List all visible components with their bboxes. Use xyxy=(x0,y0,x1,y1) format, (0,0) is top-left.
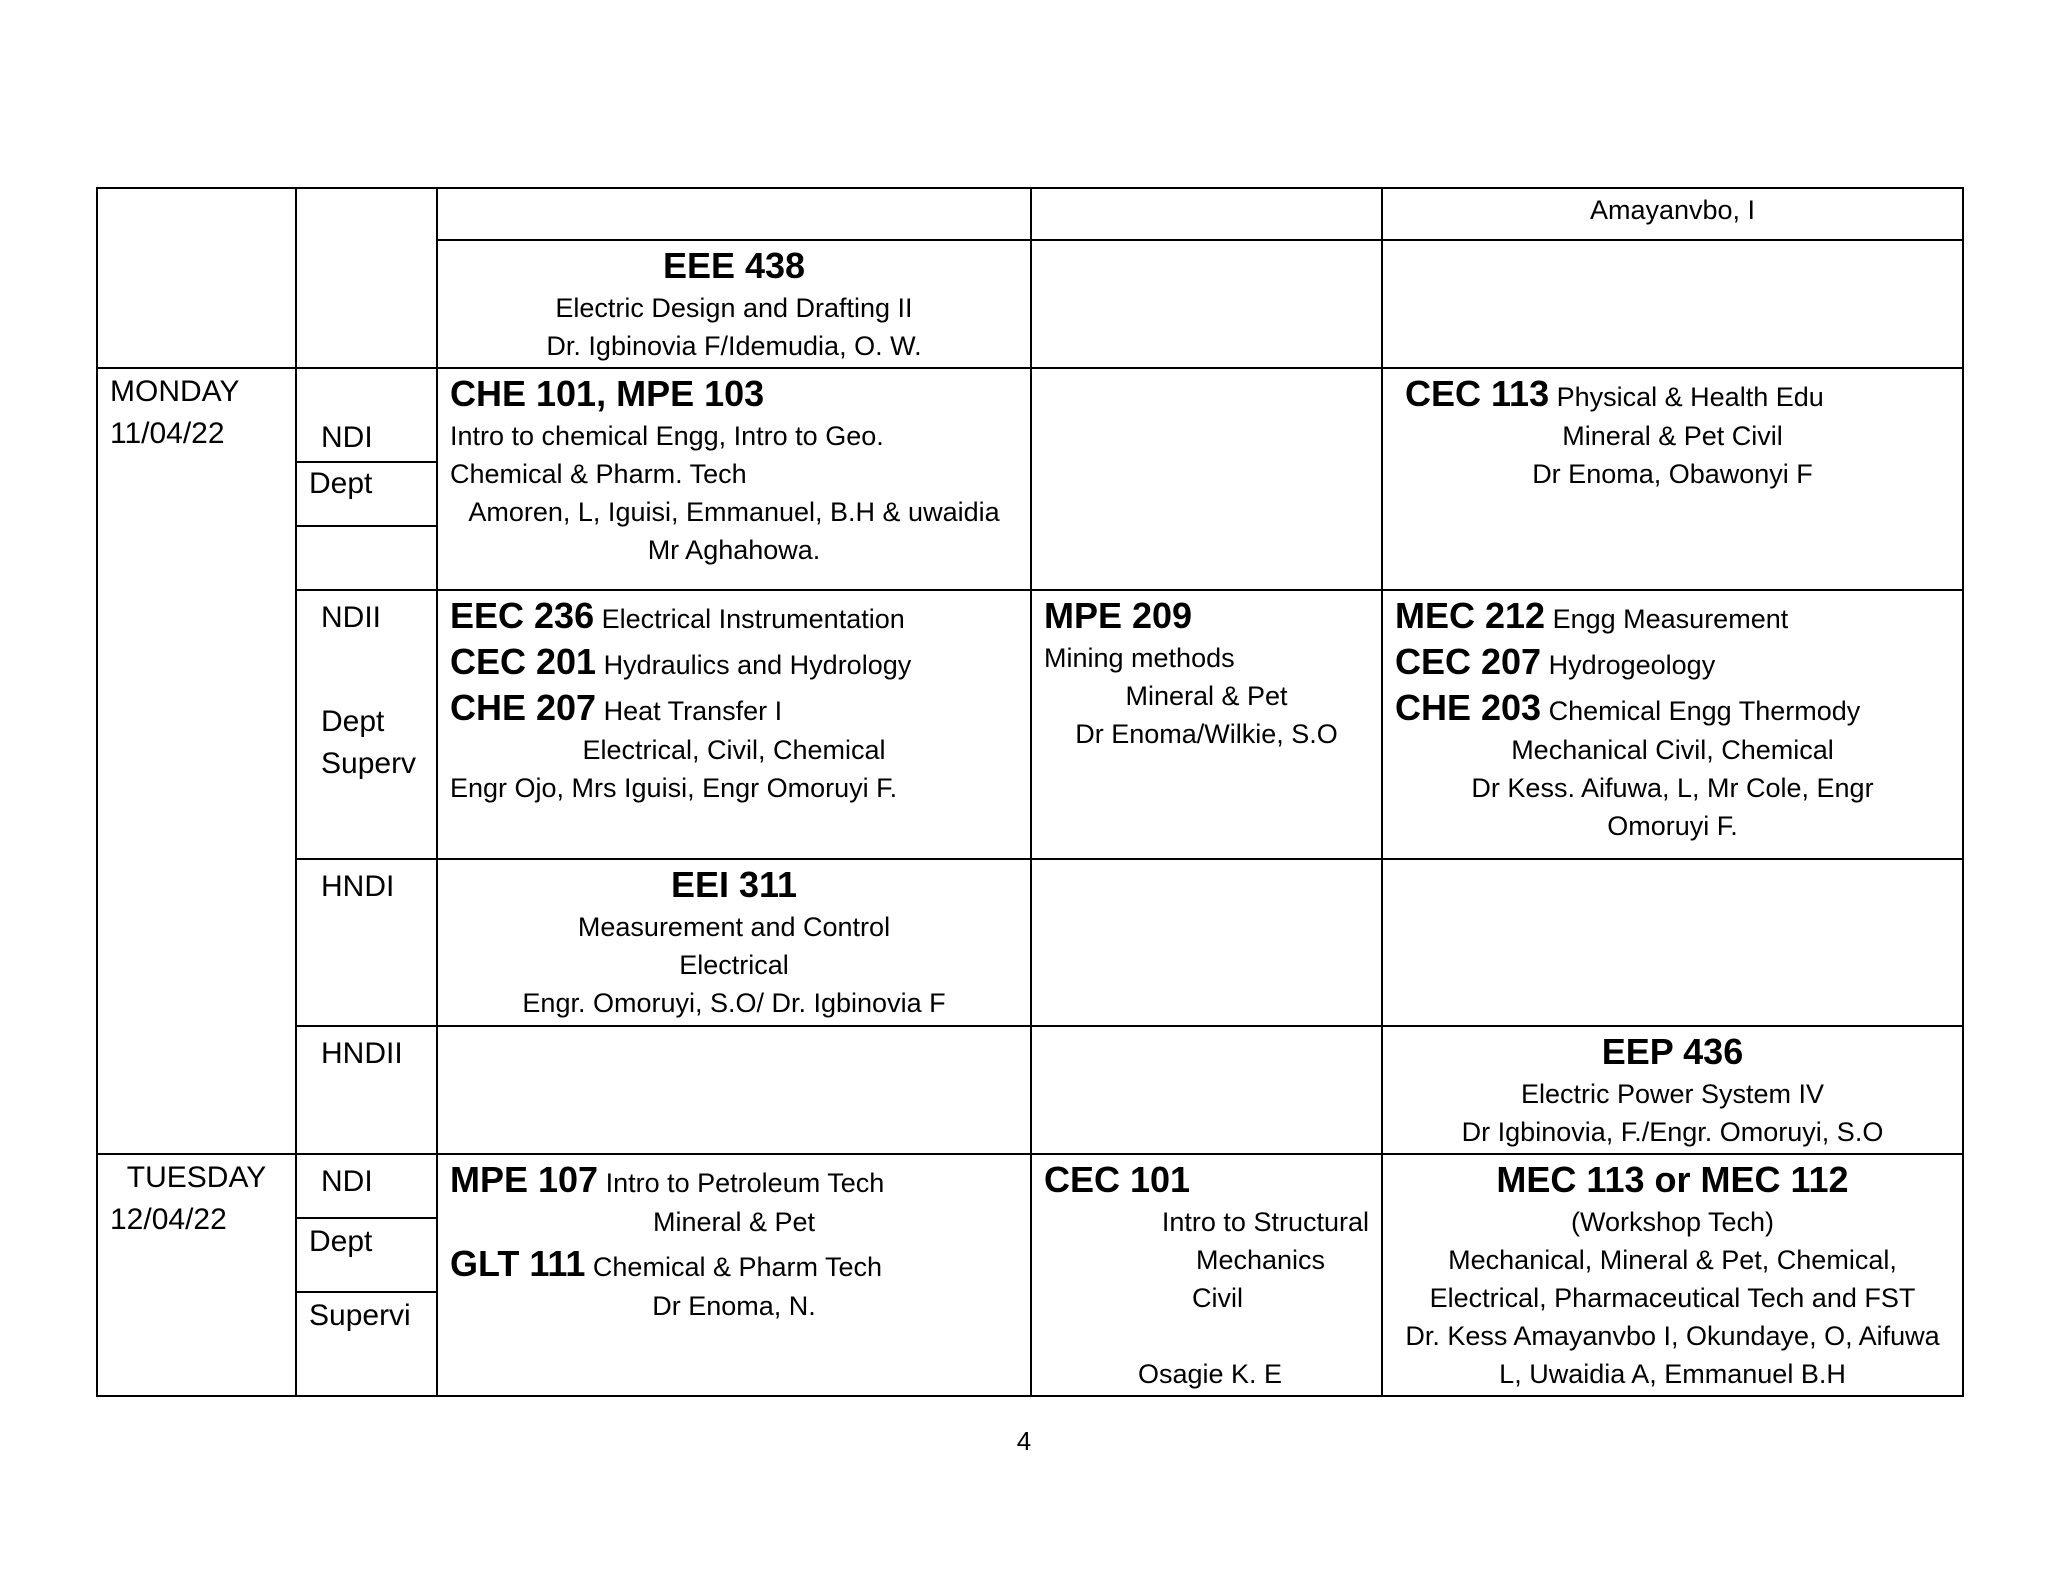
table-cell xyxy=(1382,188,1963,240)
course-line xyxy=(450,685,1018,731)
course-title: Electric Power System IV xyxy=(1520,1079,1825,1109)
course-line xyxy=(1395,639,1950,685)
superv-label: Superv xyxy=(321,747,417,780)
page-number: 4 xyxy=(1016,1426,1032,1456)
course-code: CHE 207 xyxy=(450,687,597,728)
table-cell xyxy=(1031,859,1382,1026)
level-cell xyxy=(296,1154,437,1396)
course-line xyxy=(1395,685,1950,731)
table-row xyxy=(97,1026,1963,1154)
course-title: Engg Measurement xyxy=(1552,604,1789,634)
dept-text: Civil xyxy=(1192,1283,1243,1313)
day-cell xyxy=(97,368,296,1154)
table-cell xyxy=(1382,368,1963,590)
table-cell xyxy=(437,240,1031,368)
lecturer-text: Dr Enoma, N. xyxy=(652,1291,816,1321)
table-row xyxy=(97,1154,1963,1396)
course-code: EEC 236 xyxy=(450,595,595,636)
table-cell xyxy=(1382,240,1963,368)
course-title: Measurement and Control xyxy=(577,912,891,942)
course-code: CEC 207 xyxy=(1395,641,1542,682)
level-label: NDII xyxy=(321,601,381,634)
course-title: (Workshop Tech) xyxy=(1570,1207,1775,1237)
course-title: Physical & Health Edu xyxy=(1556,382,1824,412)
course-code: CEC 101 xyxy=(1044,1159,1191,1200)
course-code: MPE 107 xyxy=(450,1159,599,1200)
dept-text: Mechanical Civil, Chemical xyxy=(1511,735,1834,765)
level-cell xyxy=(296,859,437,1026)
course-title: Intro to Petroleum Tech xyxy=(605,1168,885,1198)
dept-label: Dept xyxy=(321,705,385,738)
lecturer-text: Dr Igbinovia, F./Engr. Omoruyi, S.O xyxy=(1461,1117,1884,1147)
table-cell xyxy=(437,1026,1031,1154)
course-code: CHE 101, MPE 103 xyxy=(450,373,765,414)
lecturer-text: Dr Enoma, Obawonyi F xyxy=(1532,459,1813,489)
course-line xyxy=(450,593,1018,639)
table-cell xyxy=(1031,188,1382,240)
dept-label: Dept xyxy=(297,461,436,525)
dept-text: Mineral & Pet xyxy=(1125,681,1288,711)
table-row xyxy=(97,590,1963,859)
exam-timetable xyxy=(96,187,1964,1397)
dept-label: Dept xyxy=(297,1217,436,1291)
table-row xyxy=(97,368,1963,590)
day-cell xyxy=(97,188,296,368)
table-cell xyxy=(1382,859,1963,1026)
table-cell xyxy=(437,1154,1031,1396)
level-cell xyxy=(296,590,437,859)
table-cell xyxy=(1382,590,1963,859)
table-cell xyxy=(437,859,1031,1026)
table-cell xyxy=(1031,1154,1382,1396)
lecturer-text: Amoren, L, Iguisi, Emmanuel, B.H & uwaidia xyxy=(468,497,1000,527)
course-title: Mechanics xyxy=(1196,1245,1326,1275)
lecturer-text: L, Uwaidia A, Emmanuel B.H xyxy=(1499,1359,1846,1389)
table-cell xyxy=(1031,590,1382,859)
course-line xyxy=(1395,371,1950,417)
lecturer-text: Dr Kess. Aifuwa, L, Mr Cole, Engr xyxy=(1471,773,1874,803)
dept-text: Electrical xyxy=(679,950,789,980)
course-title: Intro to Structural xyxy=(1161,1207,1369,1237)
course-code: MPE 209 xyxy=(1044,595,1193,636)
course-code: CEC 201 xyxy=(450,641,597,682)
course-title: Heat Transfer I xyxy=(603,696,783,726)
course-code: EEI 311 xyxy=(670,864,798,905)
course-code: CEC 113 xyxy=(1405,373,1550,414)
day-date: 11/04/22 xyxy=(110,417,225,450)
course-title: Electric Design and Drafting II xyxy=(555,293,913,323)
course-title: Chemical & Pharm Tech xyxy=(592,1252,883,1282)
course-code: EEE 438 xyxy=(662,245,806,286)
blank-line xyxy=(1044,1317,1369,1355)
lecturer-text: Dr Enoma/Wilkie, S.O xyxy=(1075,719,1338,749)
table-cell xyxy=(1031,368,1382,590)
lecturer-text: Dr. Igbinovia F/Idemudia, O. W. xyxy=(546,331,922,361)
dept-text: Mechanical, Mineral & Pet, Chemical, xyxy=(1448,1245,1897,1275)
course-title: Electrical Instrumentation xyxy=(601,604,905,634)
lecturer-text: Osagie K. E xyxy=(1138,1359,1283,1389)
level-label: NDI xyxy=(321,421,373,454)
day-date: 12/04/22 xyxy=(110,1203,227,1236)
lecturer-text: Dr. Kess Amayanvbo I, Okundaye, O, Aifuwa xyxy=(1405,1321,1940,1351)
lecturer-text: Amayanvbo, I xyxy=(1589,195,1756,225)
day-cell xyxy=(97,1154,296,1396)
course-line xyxy=(450,639,1018,685)
lecturer-text: Engr Ojo, Mrs Iguisi, Engr Omoruyi F. xyxy=(450,773,898,803)
dept-text: Mineral & Pet xyxy=(652,1207,816,1237)
empty-subcell xyxy=(297,525,436,587)
table-row xyxy=(97,859,1963,1026)
course-line xyxy=(1395,593,1950,639)
course-line xyxy=(450,1241,1018,1287)
course-title: Hydraulics and Hydrology xyxy=(603,650,912,680)
table-cell xyxy=(437,368,1031,590)
level-cell xyxy=(296,368,437,590)
dept-text: Mineral & Pet Civil xyxy=(1562,421,1783,451)
level-cell xyxy=(296,1026,437,1154)
table-cell xyxy=(1382,1154,1963,1396)
table-cell xyxy=(1031,240,1382,368)
dept-text: Electrical, Civil, Chemical xyxy=(582,735,886,765)
lecturer-text: Mr Aghahowa. xyxy=(647,535,821,565)
course-code: MEC 113 or MEC 112 xyxy=(1496,1159,1849,1200)
course-code: EEP 436 xyxy=(1601,1031,1744,1072)
level-label: HNDI xyxy=(321,870,395,903)
level-cell xyxy=(296,188,437,368)
level-label: NDI xyxy=(321,1165,373,1198)
table-cell xyxy=(1031,1026,1382,1154)
lecturer-text: Engr. Omoruyi, S.O/ Dr. Igbinovia F xyxy=(522,988,946,1018)
course-line xyxy=(450,1157,1018,1203)
day-name: MONDAY xyxy=(110,375,240,408)
table-cell xyxy=(437,590,1031,859)
course-title: Hydrogeology xyxy=(1548,650,1716,680)
course-code: GLT 111 xyxy=(450,1243,586,1284)
table-row xyxy=(97,188,1963,240)
table-cell xyxy=(1382,1026,1963,1154)
course-title: Chemical Engg Thermody xyxy=(1548,696,1861,726)
day-name: TUESDAY xyxy=(126,1161,267,1194)
dept-text: Chemical & Pharm. Tech xyxy=(450,459,747,489)
supervi-label: Supervi xyxy=(297,1291,436,1337)
course-code: CHE 203 xyxy=(1395,687,1542,728)
table-cell xyxy=(437,188,1031,240)
level-label: HNDII xyxy=(321,1037,403,1070)
course-title: Mining methods xyxy=(1044,643,1235,673)
lecturer-text: Omoruyi F. xyxy=(1607,811,1738,841)
dept-text: Electrical, Pharmaceutical Tech and FST xyxy=(1429,1283,1916,1313)
course-title: Intro to chemical Engg, Intro to Geo. xyxy=(450,421,884,451)
course-code: MEC 212 xyxy=(1395,595,1546,636)
